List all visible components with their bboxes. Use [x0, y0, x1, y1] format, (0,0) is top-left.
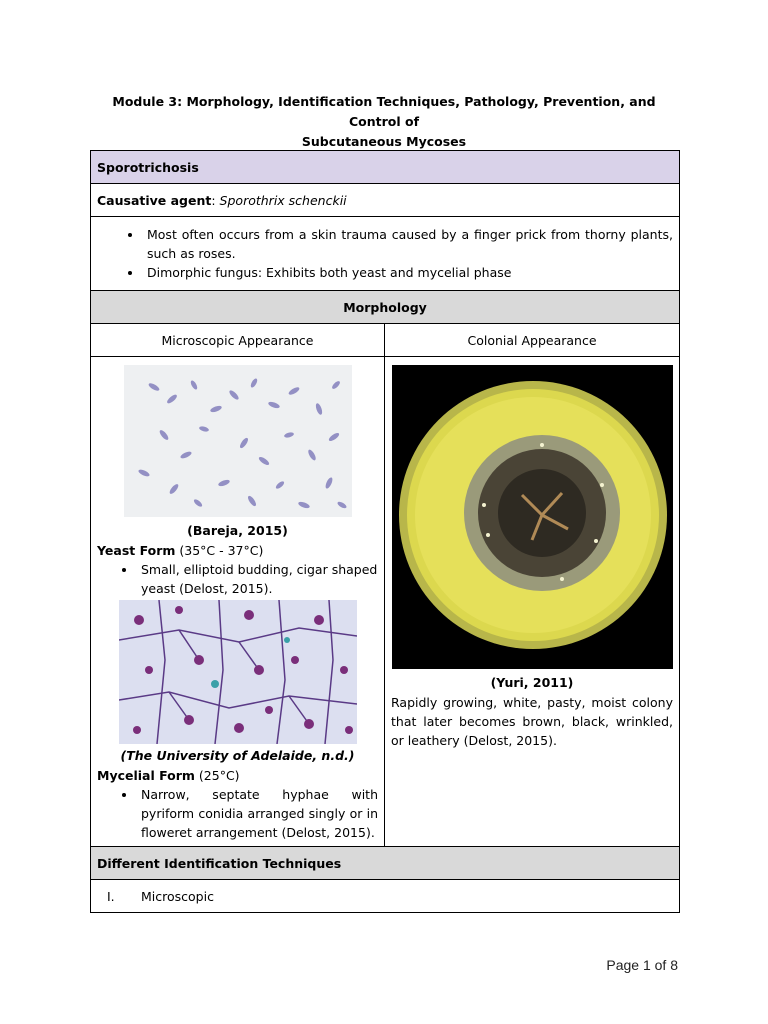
description-row — [91, 217, 680, 291]
causative-value: Sporothrix schenckii — [219, 192, 347, 208]
microscopic-cell — [91, 357, 385, 847]
identification-heading: Different Identification Techniques — [97, 855, 342, 871]
mycelial-form-line — [97, 766, 378, 785]
section-header — [91, 151, 680, 184]
title-line-2: Subcutaneous Mycoses — [301, 134, 467, 149]
colony-description: Rapidly growing, white, pasty, moist colony that later becomes brown, black, wrinkled, or leathery (Delost, 2015). — [391, 695, 673, 748]
page-number: Page 1 of 8 — [606, 957, 678, 973]
content-table — [90, 150, 680, 913]
item-number: I. — [107, 888, 115, 904]
mycelial-description: • Narrow, septate hyphae with pyriform conidia arranged singly or in floweret arrangement (Delost, 2015). — [137, 785, 378, 842]
colonial-cell — [385, 357, 680, 847]
yeast-form-temp: (35°C - 37°C) — [179, 543, 264, 558]
page-title — [90, 92, 678, 152]
causative-label: Causative agent — [97, 192, 212, 208]
identification-item — [91, 880, 680, 913]
description-bullet: • Most often occurs from a skin trauma caused by a finger prick from thorny plants, such as roses. — [143, 225, 673, 263]
mycelial-micrograph — [119, 600, 357, 744]
identification-header — [91, 847, 680, 880]
col-header-colonial: Colonial Appearance — [385, 324, 680, 357]
mycelial-caption: (The University of Adelaide, n.d.) — [120, 748, 355, 763]
yeast-micrograph — [124, 365, 352, 517]
section-name: Sporotrichosis — [97, 159, 199, 175]
morphology-heading: Morphology — [343, 299, 427, 315]
mycelial-form-label: Mycelial Form — [97, 768, 195, 783]
yeast-description: • Small, elliptoid budding, cigar shaped yeast (Delost, 2015). — [137, 560, 378, 598]
title-line-1: Module 3: Morphology, Identification Techniques, Pathology, Prevention, and Control of — [112, 94, 656, 129]
yeast-form-line — [97, 541, 378, 560]
description-bullet: • Dimorphic fungus: Exhibits both yeast and mycelial phase — [143, 263, 673, 282]
mycelial-form-temp: (25°C) — [198, 768, 240, 783]
yeast-caption: (Bareja, 2015) — [187, 523, 288, 538]
col-header-microscopic: Microscopic Appearance — [91, 324, 385, 357]
yeast-form-label: Yeast Form — [97, 543, 176, 558]
morphology-header — [91, 291, 680, 324]
causative-agent-row: Causative agent: Sporothrix schenckii — [91, 184, 680, 217]
colony-caption: (Yuri, 2011) — [490, 675, 574, 690]
item-label: Microscopic — [141, 888, 214, 904]
colony-photo — [392, 365, 673, 669]
